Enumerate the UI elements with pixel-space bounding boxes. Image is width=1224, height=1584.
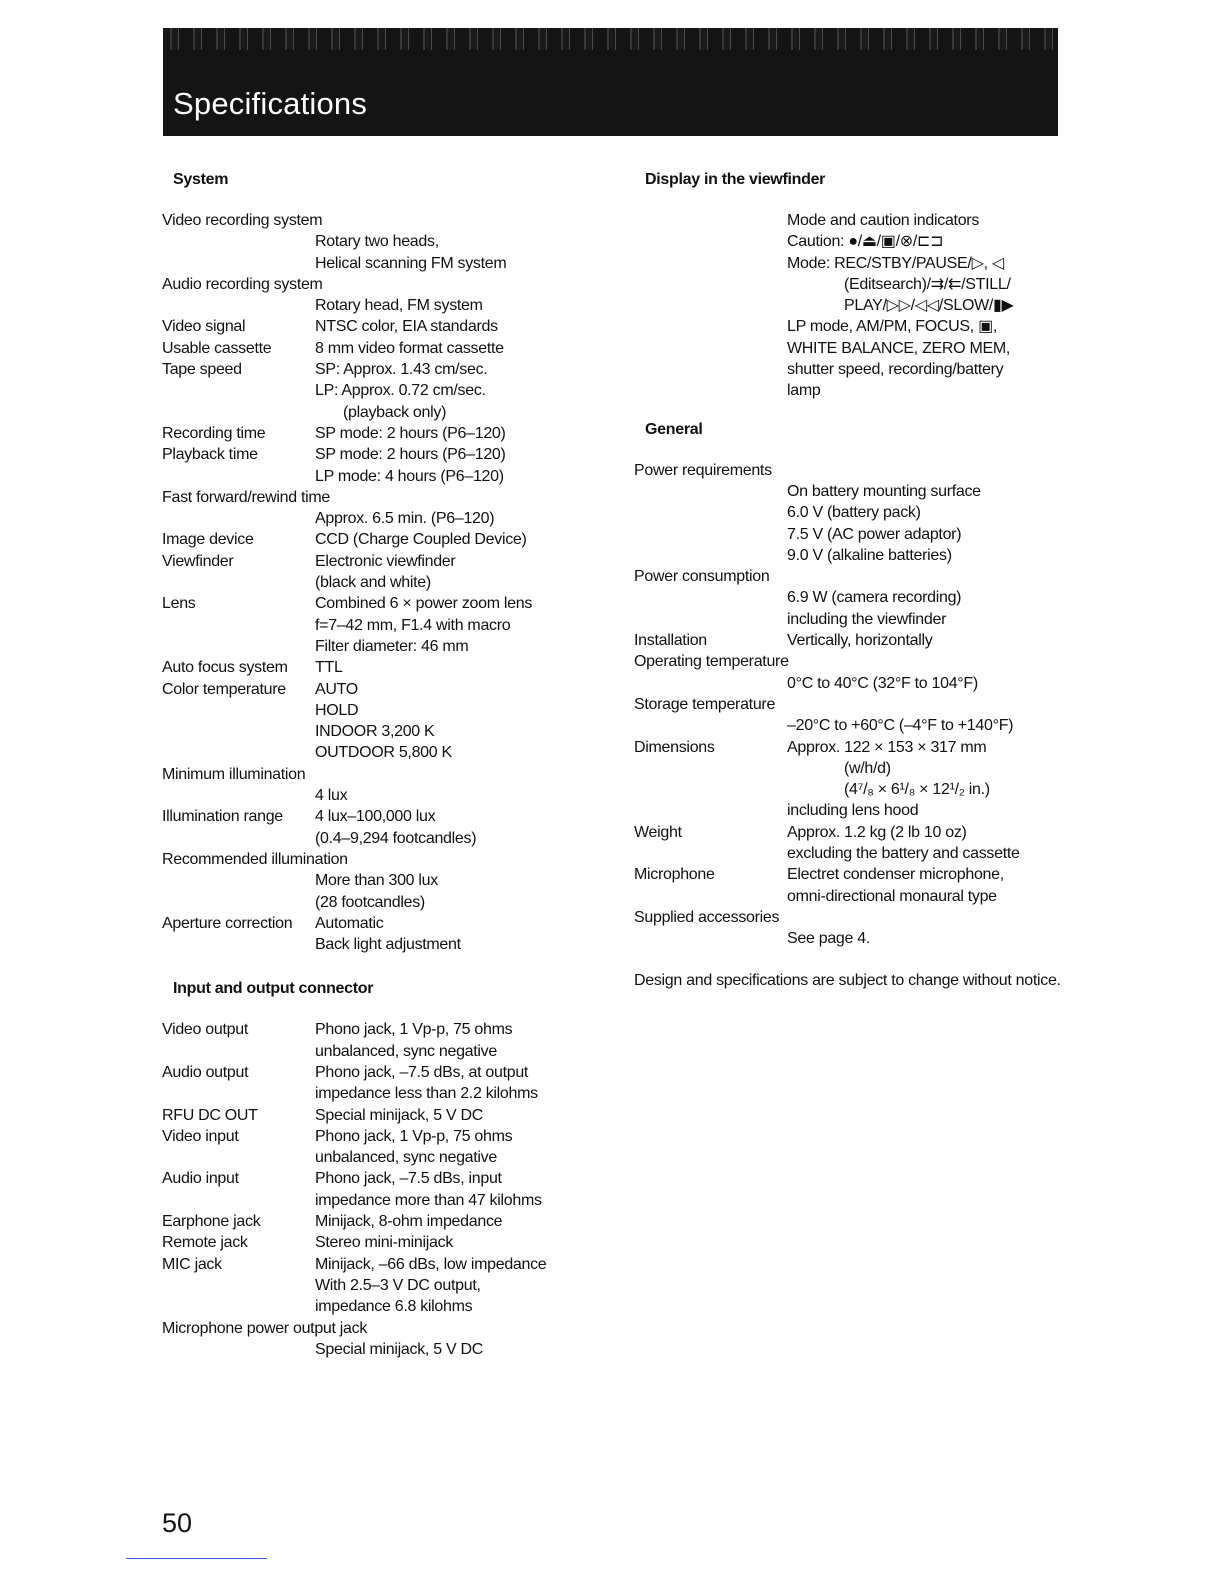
- general-heading: General: [645, 420, 703, 438]
- spec-value: HOLD: [315, 701, 359, 719]
- spec-video-output: [162, 1019, 602, 1062]
- spec-value: (0.4–9,294 footcandles): [315, 829, 477, 847]
- spec-label: Playback time: [162, 446, 258, 464]
- spec-value: 4 lux–100,000 lux: [315, 808, 436, 826]
- system-heading: System: [173, 171, 229, 188]
- spec-value: TTL: [315, 659, 343, 677]
- left-column: [162, 168, 602, 1360]
- spec-earphone-jack: [162, 1211, 602, 1232]
- page-number: 50: [162, 1508, 193, 1538]
- spec-recording-time: [162, 423, 602, 444]
- spec-label: MIC jack: [162, 1255, 222, 1273]
- spec-value: CCD (Charge Coupled Device): [315, 531, 527, 549]
- spec-label: Recording time: [162, 424, 266, 442]
- spec-mic-jack: [162, 1254, 602, 1318]
- spec-label: Image device: [162, 531, 254, 549]
- spec-value: (4⁷/₈ × 6¹/₈ × 12¹/₂ in.): [844, 781, 990, 799]
- spec-value: AUTO: [315, 680, 358, 698]
- viewfinder-line: WHITE BALANCE, ZERO MEM,: [787, 339, 1011, 357]
- spec-value: (black and white): [315, 574, 431, 592]
- spec-power-requirements: [634, 460, 1064, 566]
- spec-recommended-illumination: [162, 849, 602, 913]
- spec-color-temperature: [162, 679, 602, 764]
- spec-value: including the viewfinder: [787, 610, 947, 628]
- spec-value: Rotary two heads,: [315, 233, 439, 251]
- spec-value: INDOOR 3,200 K: [315, 723, 435, 741]
- spec-label: Audio recording system: [162, 275, 323, 293]
- spec-label: Video output: [162, 1021, 248, 1039]
- viewfinder-indicators: [634, 210, 1064, 402]
- spec-label: Video signal: [162, 318, 246, 336]
- spec-label: Audio output: [162, 1063, 249, 1081]
- spec-value: omni-directional monaural type: [787, 887, 997, 905]
- spec-label: Auto focus system: [162, 659, 288, 677]
- spec-operating-temperature: [634, 651, 1064, 694]
- spec-value: Electronic viewfinder: [315, 552, 456, 570]
- viewfinder-mode-line: PLAY/▷▷/◁◁/SLOW/▮▶: [844, 297, 1014, 315]
- spec-label: Operating temperature: [634, 653, 789, 671]
- spec-value: SP: Approx. 1.43 cm/sec.: [315, 361, 488, 379]
- spec-illumination-range: [162, 806, 602, 849]
- spec-tape-speed: [162, 359, 602, 423]
- viewfinder-caution-line: Caution: ●/⏏/▣/⊗/⊏⊐: [787, 233, 944, 251]
- spec-value: Special minijack, 5 V DC: [315, 1340, 483, 1358]
- spec-installation: [634, 630, 1064, 651]
- spec-label: Lens: [162, 595, 196, 613]
- spec-supplied-accessories: [634, 907, 1064, 950]
- spec-label: Power consumption: [634, 568, 770, 586]
- spec-value: Vertically, horizontally: [787, 632, 933, 650]
- viewfinder-line: lamp: [787, 382, 821, 400]
- spec-remote-jack: [162, 1232, 602, 1253]
- spec-value: (28 footcandles): [315, 893, 425, 911]
- spec-value: unbalanced, sync negative: [315, 1042, 497, 1060]
- spec-value: Filter diameter: 46 mm: [315, 637, 469, 655]
- spec-value: Helical scanning FM system: [315, 254, 507, 272]
- page-title: Specifications: [173, 86, 368, 121]
- spec-video-recording-system: [162, 210, 602, 274]
- spec-label: Audio input: [162, 1170, 239, 1188]
- spec-weight: [634, 822, 1064, 865]
- spec-audio-output: [162, 1062, 602, 1105]
- banner-texture: [163, 28, 1058, 50]
- spec-audio-input: [162, 1168, 602, 1211]
- spec-value: impedance less than 2.2 kilohms: [315, 1085, 538, 1103]
- spec-value: Phono jack, 1 Vp-p, 75 ohms: [315, 1127, 513, 1145]
- spec-dimensions: [634, 737, 1064, 822]
- spec-value: 6.0 V (battery pack): [787, 504, 921, 522]
- spec-video-signal: [162, 316, 602, 337]
- spec-image-device: [162, 529, 602, 550]
- spec-label: Recommended illumination: [162, 850, 348, 868]
- viewfinder-display-heading: Display in the viewfinder: [645, 171, 826, 188]
- spec-label: Supplied accessories: [634, 908, 780, 926]
- spec-value: Approx. 122 × 153 × 317 mm: [787, 738, 987, 756]
- spec-microphone-power-output-jack: [162, 1318, 602, 1361]
- spec-value: –20°C to +60°C (–4°F to +140°F): [787, 717, 1014, 735]
- spec-label: Usable cassette: [162, 339, 272, 357]
- spec-value: impedance more than 47 kilohms: [315, 1191, 542, 1209]
- spec-storage-temperature: [634, 694, 1064, 737]
- spec-label: Installation: [634, 632, 707, 650]
- spec-label: Viewfinder: [162, 552, 234, 570]
- footer-divider: [126, 1558, 267, 1559]
- spec-usable-cassette: [162, 338, 602, 359]
- spec-label: Microphone: [634, 866, 715, 884]
- spec-value: (playback only): [343, 403, 447, 421]
- spec-minimum-illumination: [162, 764, 602, 807]
- spec-audio-recording-system: [162, 274, 602, 317]
- spec-value: Stereo mini-minijack: [315, 1234, 454, 1252]
- spec-value: f=7–42 mm, F1.4 with macro: [315, 616, 511, 634]
- spec-microphone: [634, 864, 1064, 907]
- spec-label: Weight: [634, 823, 682, 841]
- spec-value: On battery mounting surface: [787, 482, 981, 500]
- spec-value: NTSC color, EIA standards: [315, 318, 498, 336]
- spec-value: Special minijack, 5 V DC: [315, 1106, 483, 1124]
- spec-value: 9.0 V (alkaline batteries): [787, 546, 952, 564]
- spec-fast-forward-rewind-time: [162, 487, 602, 530]
- spec-label: Remote jack: [162, 1234, 248, 1252]
- spec-value: 6.9 W (camera recording): [787, 589, 962, 607]
- spec-rfu-dc-out: [162, 1105, 602, 1126]
- spec-auto-focus-system: [162, 657, 602, 678]
- spec-value: including lens hood: [787, 802, 919, 820]
- spec-label: Video recording system: [162, 212, 323, 229]
- spec-playback-time: [162, 444, 602, 487]
- spec-label: Microphone power output jack: [162, 1319, 368, 1337]
- spec-power-consumption: [634, 566, 1064, 630]
- spec-label: Storage temperature: [634, 695, 776, 713]
- spec-viewfinder: [162, 551, 602, 594]
- spec-label: Earphone jack: [162, 1213, 261, 1231]
- spec-value: Automatic: [315, 914, 384, 932]
- io-heading: Input and output connector: [173, 980, 374, 998]
- viewfinder-mode-line: (Editsearch)/⇉/⇇/STILL/: [844, 275, 1011, 293]
- change-notice: Design and specifications are subject to change without notice.: [634, 971, 1061, 989]
- spec-value: Approx. 1.2 kg (2 lb 10 oz): [787, 823, 967, 841]
- spec-value: Rotary head, FM system: [315, 297, 483, 315]
- spec-label: Power requirements: [634, 461, 772, 479]
- spec-label: Fast forward/rewind time: [162, 488, 330, 506]
- spec-aperture-correction: [162, 913, 602, 956]
- spec-value: 7.5 V (AC power adaptor): [787, 525, 962, 543]
- spec-value: 4 lux: [315, 787, 348, 805]
- spec-label: Video input: [162, 1127, 239, 1145]
- spec-value: OUTDOOR 5,800 K: [315, 744, 452, 762]
- viewfinder-mode-line: Mode: REC/STBY/PAUSE/▷, ◁: [787, 254, 1004, 272]
- spec-value: Electret condenser microphone,: [787, 866, 1004, 884]
- spec-lens: [162, 593, 602, 657]
- spec-value: impedance 6.8 kilohms: [315, 1298, 473, 1316]
- spec-label: Minimum illumination: [162, 765, 306, 783]
- spec-video-input: [162, 1126, 602, 1169]
- spec-label: Aperture correction: [162, 914, 293, 932]
- spec-value: Approx. 6.5 min. (P6–120): [315, 510, 495, 528]
- spec-label: Illumination range: [162, 808, 283, 826]
- spec-value: Minijack, –66 dBs, low impedance: [315, 1255, 547, 1273]
- spec-value: LP mode: 4 hours (P6–120): [315, 467, 504, 485]
- spec-label: Dimensions: [634, 738, 715, 756]
- spec-value: Phono jack, –7.5 dBs, at output: [315, 1063, 529, 1081]
- spec-value: 8 mm video format cassette: [315, 339, 504, 357]
- spec-value: SP mode: 2 hours (P6–120): [315, 446, 506, 464]
- spec-value: Phono jack, –7.5 dBs, input: [315, 1170, 502, 1188]
- spec-label: Color temperature: [162, 680, 286, 698]
- viewfinder-line: LP mode, AM/PM, FOCUS, ▣,: [787, 318, 998, 336]
- viewfinder-line: shutter speed, recording/battery: [787, 361, 1004, 379]
- spec-value: unbalanced, sync negative: [315, 1149, 497, 1167]
- spec-value: Phono jack, 1 Vp-p, 75 ohms: [315, 1021, 513, 1039]
- spec-value: excluding the battery and cassette: [787, 845, 1020, 863]
- spec-label: Tape speed: [162, 361, 242, 379]
- spec-value: Combined 6 × power zoom lens: [315, 595, 533, 613]
- spec-value: With 2.5–3 V DC output,: [315, 1276, 481, 1294]
- right-column: [634, 168, 1064, 991]
- spec-value: SP mode: 2 hours (P6–120): [315, 424, 506, 442]
- spec-value: (w/h/d): [844, 759, 891, 777]
- spec-value: 0°C to 40°C (32°F to 104°F): [787, 674, 978, 692]
- spec-label: RFU DC OUT: [162, 1106, 258, 1124]
- spec-value: LP: Approx. 0.72 cm/sec.: [315, 382, 486, 400]
- spec-value: Minijack, 8-ohm impedance: [315, 1213, 503, 1231]
- spec-value: See page 4.: [787, 930, 870, 948]
- specifications-banner: [163, 28, 1058, 136]
- viewfinder-line: Mode and caution indicators: [787, 212, 980, 229]
- spec-value: More than 300 lux: [315, 872, 438, 890]
- spec-value: Back light adjustment: [315, 936, 461, 954]
